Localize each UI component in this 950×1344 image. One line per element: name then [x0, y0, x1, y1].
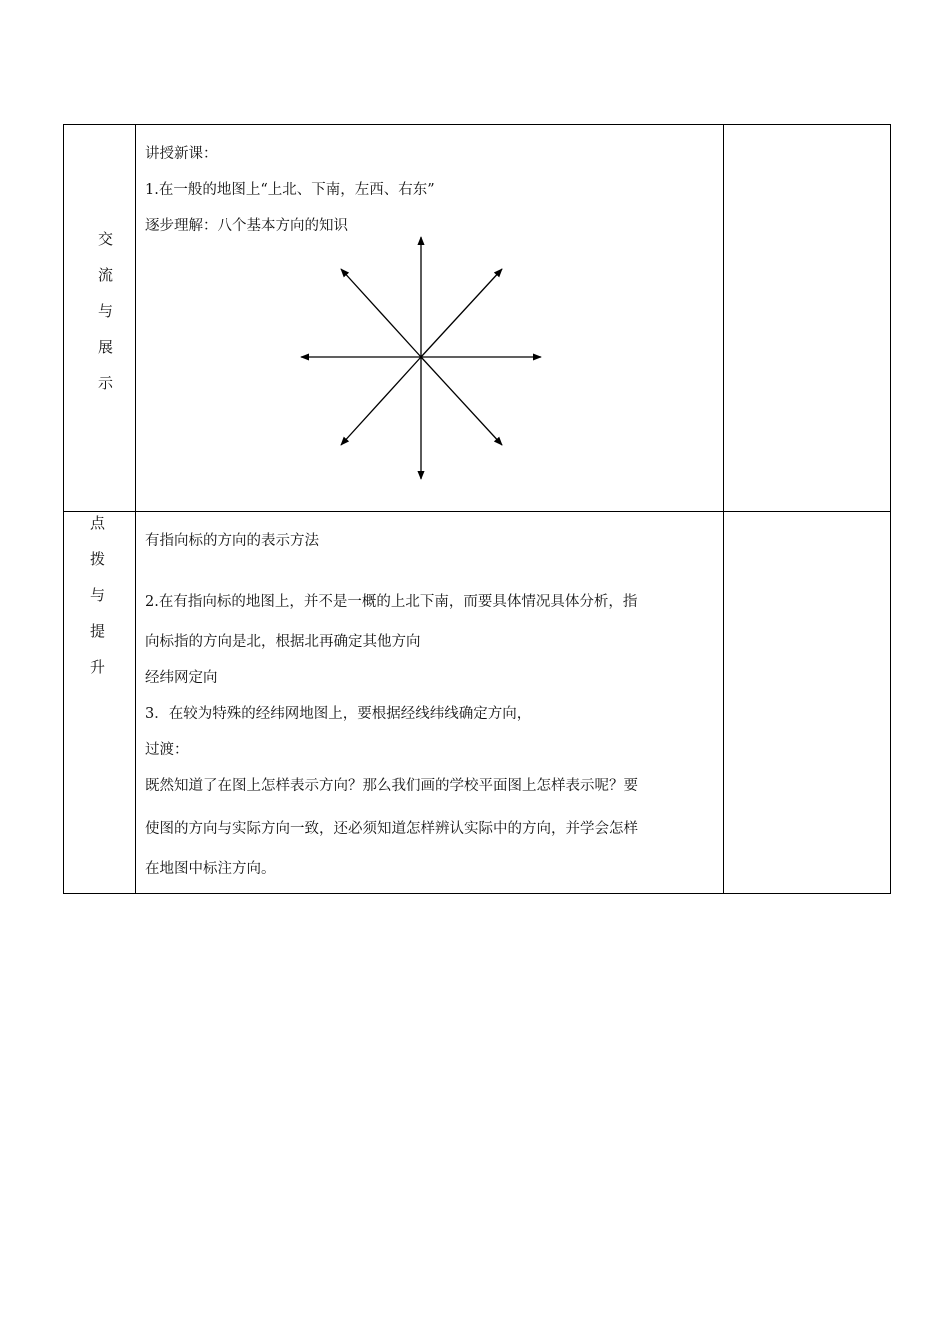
row1-label-char: 展: [98, 338, 114, 356]
row2-line: 既然知道了在图上怎样表示方向？那么我们画的学校平面图上怎样表示呢？要: [145, 778, 638, 794]
row1-label-char: 示: [98, 374, 114, 392]
row1-label-char: 流: [98, 266, 114, 284]
row2-line: 过渡：: [145, 742, 189, 758]
row2-line: 3．在较为特殊的经纬网地图上，要根据经线纬线确定方向，: [145, 706, 532, 722]
row2-line: 向标指的方向是北，根据北再确定其他方向: [145, 634, 421, 650]
row1-line: 讲授新课：: [145, 146, 218, 162]
row2-line: 有指向标的方向的表示方法: [145, 533, 319, 549]
arrow-southeast: [421, 357, 502, 445]
row2-label-char: 点: [90, 514, 106, 532]
row1-label-char: 交: [98, 230, 114, 248]
arrow-northeast: [421, 269, 502, 357]
row1-label-char: 与: [98, 302, 114, 320]
row2-label-char: 拨: [90, 550, 106, 568]
row1-line: 逐步理解：八个基本方向的知识: [145, 218, 348, 234]
row2-line: 2.在有指向标的地图上，并不是一概的上北下南，而要具体情况具体分析，指: [145, 594, 638, 610]
row2-line: 在地图中标注方向。: [145, 861, 276, 877]
row1-line: 1.在一般的地图上“上北、下南，左西、右东”: [145, 182, 435, 198]
row2-label-char: 与: [90, 586, 106, 604]
arrow-southwest: [341, 357, 421, 445]
row2-line: 使图的方向与实际方向一致，还必须知道怎样辨认实际中的方向，并学会怎样: [145, 821, 638, 837]
row2-line: 经纬网定向: [145, 670, 218, 686]
row2-label-char: 提: [90, 622, 106, 640]
arrow-northwest: [341, 269, 421, 357]
row2-label-char: 升: [90, 658, 106, 676]
